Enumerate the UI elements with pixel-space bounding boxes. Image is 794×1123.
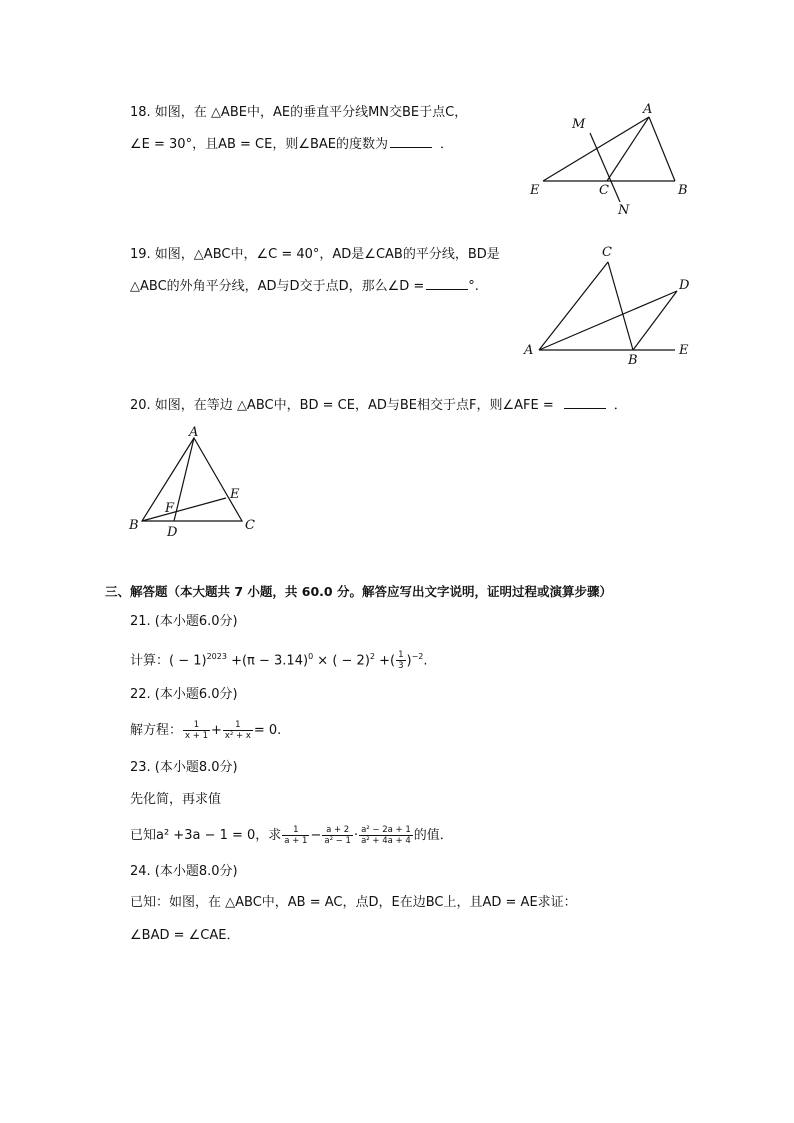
q23-f3-num: a² − 2a + 1 [361, 825, 411, 835]
q21-end: . [423, 653, 428, 669]
q20-label-C: C [245, 518, 255, 533]
q24-line1: 已知：如图，在 △ABC中，AB = AC，点D，E在边BC上，且AD = AE求证： [130, 895, 577, 910]
q23-f1-den: a + 1 [284, 836, 308, 846]
q22-header: 22. (本小题6.0分) [130, 687, 238, 702]
q22-f2-num: 1 [235, 720, 241, 730]
q23-line1: 先化简，再求值 [130, 792, 222, 807]
q20-tail: ． [613, 398, 627, 413]
q22-f1-den: x + 1 [185, 731, 208, 741]
q23-dot: · [353, 828, 359, 843]
q19-label-D: D [679, 278, 690, 293]
q24-line2: ∠BAD = ∠CAE． [130, 928, 240, 943]
q22-f2-den: x² + x [224, 731, 251, 741]
q21-fraction [396, 650, 405, 671]
q20-line1-text: 20. 如图，在等边 △ABC中，BD = CE，AD与BE相交于点F，则∠AFE = [130, 398, 554, 413]
q22-f1-num: 1 [193, 720, 200, 730]
q19-answer-blank [426, 277, 468, 290]
q18-line2 [130, 135, 453, 154]
q23-prefix: 已知a² +3a − 1 = 0，求 [130, 828, 282, 843]
q23-f2-num: a + 2 [326, 825, 350, 835]
q20-line1 [130, 396, 627, 415]
q23-minus: − [310, 828, 322, 843]
q19-label-C: C [602, 245, 612, 260]
q21-expr-d: +( [374, 653, 396, 669]
q23-fraction-2 [322, 825, 353, 846]
q23-fraction-1 [282, 825, 309, 846]
q22-equation [130, 720, 281, 741]
q19-line2 [130, 277, 479, 296]
q21-header: 21. (本小题6.0分) [130, 614, 238, 629]
q24-header: 24. (本小题8.0分) [130, 864, 238, 879]
q23-f1-num: 1 [293, 825, 299, 835]
q21-exp-c: 2 [369, 652, 375, 661]
q20-label-F: F [165, 501, 175, 516]
q18-label-M: M [572, 117, 586, 132]
q20-label-E: E [230, 487, 240, 502]
q22-fraction-2 [223, 720, 253, 741]
q23-expression [130, 825, 453, 846]
q19-line1: 19. 如图，△ABC中，∠C = 40°，AD是∠CAB的平分线，BD是 [130, 247, 500, 262]
q19-label-E: E [679, 343, 689, 358]
q21-exp-e: −2 [411, 652, 424, 661]
q19-line2-text: △ABC的外角平分线，AD与D交于点D，那么∠D = [130, 279, 425, 294]
q19-tail: °. [468, 279, 479, 294]
q21-frac-den: 3 [398, 661, 404, 672]
q21-exp-a: 2023 [206, 652, 227, 661]
q21-expr-b: +(π − 3.14) [226, 653, 309, 669]
q21-prefix: 计算： [130, 653, 170, 669]
q23-f3-den: a² + 4a + 4 [361, 836, 411, 846]
q22-end: = 0. [253, 723, 282, 738]
q21-expr-a: ( − 1) [169, 653, 207, 669]
q20-label-A: A [189, 425, 199, 440]
q18-label-E: E [530, 183, 540, 198]
q21-frac-num: 1 [398, 650, 404, 661]
q23-fraction-3 [359, 825, 413, 846]
q22-fraction-1 [183, 720, 210, 741]
q21-expression [130, 648, 428, 671]
section3-title: 三、解答题（本大题共 7 小题，共 60.0 分。解答应写出文字说明，证明过程或演算步骤） [105, 584, 612, 599]
q18-tail: ． [440, 137, 454, 152]
q21-exp-b: 0 [308, 652, 314, 661]
q21-expr-c: × ( − 2) [313, 653, 370, 669]
q18-line1: 18. 如图，在 △ABE中，AE的垂直平分线MN交BE于点C， [130, 105, 468, 120]
q22-prefix: 解方程： [130, 723, 183, 738]
q19-label-A: A [524, 343, 534, 358]
q23-f2-den: a² − 1 [324, 836, 351, 846]
q20-label-D: D [167, 525, 178, 540]
q23-header: 23. (本小题8.0分) [130, 760, 238, 775]
q20-answer-blank [564, 396, 606, 409]
q18-line2-text: ∠E = 30°，且AB = CE，则∠BAE的度数为 [130, 137, 389, 152]
q20-label-B: B [129, 518, 139, 533]
q19-label-B: B [628, 353, 638, 368]
q18-answer-blank [390, 135, 432, 148]
q18-label-A: A [643, 102, 653, 117]
q22-plus: + [210, 723, 222, 738]
q18-label-C: C [599, 183, 609, 198]
q18-label-N: N [618, 203, 630, 218]
q18-label-B: B [678, 183, 688, 198]
q23-end: 的值． [413, 828, 453, 843]
q21-expr-e: ) [406, 653, 412, 669]
